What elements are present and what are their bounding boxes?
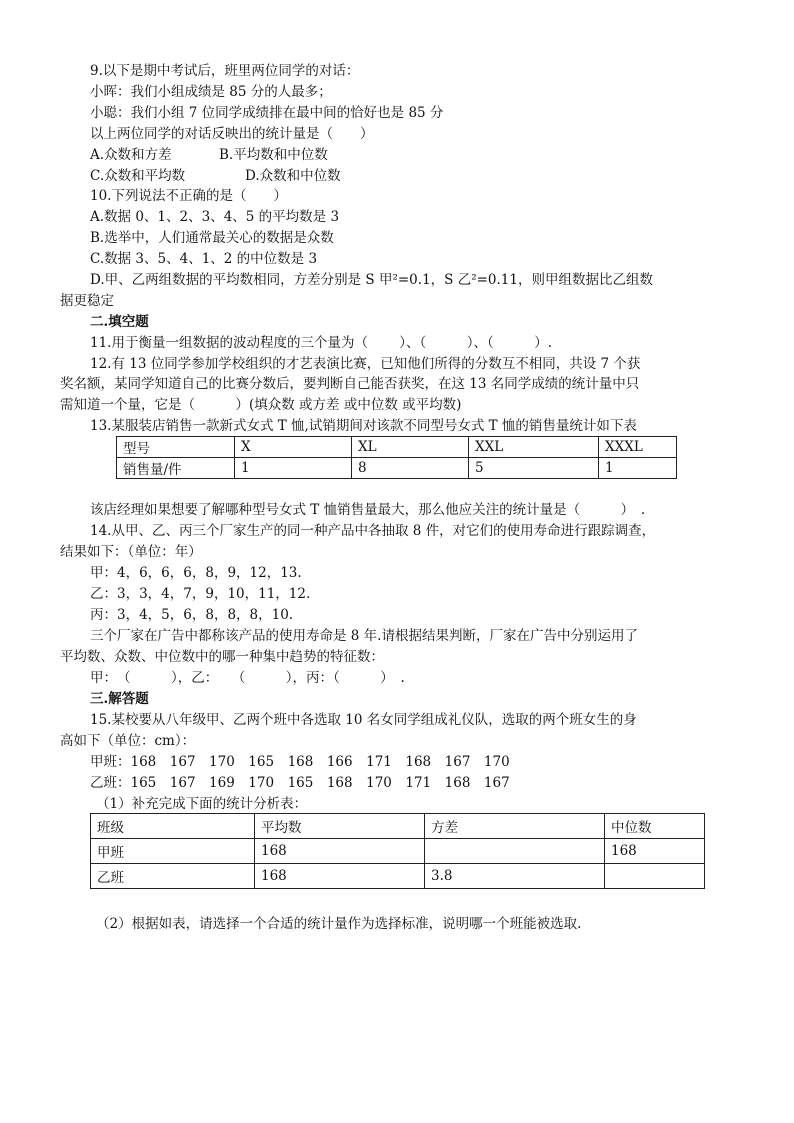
stats-table-row-jia — [91, 839, 705, 864]
q14-line4: 平均数、众数、中位数中的哪一种集中趋势的特征数： — [60, 649, 384, 665]
table-cell: 销售量/件 — [117, 458, 235, 479]
q14-bing-data: 丙：3，4，5，6，8，8，8，10. — [90, 607, 294, 623]
table-cell: 168 — [255, 839, 425, 864]
q15-jia-heights: 甲班：168 167 170 165 168 166 171 168 167 170 — [90, 754, 510, 770]
q15-line2: 高如下（单位：cm）： — [60, 733, 196, 749]
q14-answer-blanks: 甲： （ ），乙： （ ），丙：（ ） . — [90, 670, 405, 686]
table-cell: 中位数 — [605, 814, 705, 839]
q9-dialogue-2: 小聪：我们小组 7 位同学成绩排在最中间的恰好也是 85 分 — [90, 105, 444, 121]
q12-line3: 需知道一个量，它是（ ）(填众数 或方差 或中位数 或平均数) — [60, 397, 462, 413]
q9-option-b: B.平均数和中位数 — [219, 147, 328, 163]
q15-part1: （1）补充完成下面的统计分析表： — [96, 796, 308, 812]
q13-line1: 13.某服装店销售一款新式女式 T 恤,试销期间对该款不同型号女式 T 恤的销售量统计如下表 — [90, 418, 637, 434]
q10-option-b: B.选举中，人们通常最关心的数据是众数 — [90, 230, 334, 246]
table-cell: 班级 — [91, 814, 255, 839]
q14-line2: 结果如下：（单位：年） — [60, 544, 202, 560]
table-cell: 1 — [599, 458, 677, 479]
q11-text: 11.用于衡量一组数据的波动程度的三个量为（ ）、（ ）、（ ）. — [90, 335, 553, 351]
q9-stem: 9.以下是期中考试后，班里两位同学的对话： — [90, 63, 360, 79]
q9-question: 以上两位同学的对话反映出的统计量是（ ） — [90, 126, 374, 142]
q12-line2: 奖名额，某同学知道自己的比赛分数后，要判断自己能否获奖，在这 13 名同学成绩的统计量中只 — [60, 376, 640, 392]
q10-option-d-line1: D.甲、乙两组数据的平均数相同，方差分别是 S 甲²=0.1，S 乙²=0.11，则甲组数据比乙组数 — [90, 272, 653, 288]
q10-stem: 10.下列说法不正确的是（ ） — [90, 188, 287, 204]
q12-line1: 12.有 13 位同学参加学校组织的才艺表演比赛，已知他们所得的分数互不相同，共设 7 个获 — [90, 356, 641, 372]
table-cell: 8 — [352, 458, 469, 479]
sales-table — [116, 436, 677, 479]
table-cell: 5 — [469, 458, 599, 479]
table-cell: 168 — [255, 864, 425, 889]
section-solve-heading: 三.解答题 — [90, 691, 149, 707]
q14-line3: 三个厂家在广告中都称该产品的使用寿命是 8 年.请根据结果判断，厂家在广告中分别运用了 — [90, 628, 638, 644]
table-cell: 3.8 — [425, 864, 605, 889]
q10-option-c: C.数据 3、5、4、1、2 的中位数是 3 — [90, 251, 318, 267]
table-cell-blank — [425, 839, 605, 864]
q9-dialogue-1: 小晖：我们小组成绩是 85 分的人最多； — [90, 84, 332, 100]
q9-option-c: C.众数和平均数 — [90, 168, 186, 184]
table-cell: 方差 — [425, 814, 605, 839]
table-cell: XXXL — [599, 437, 677, 458]
q15-yi-heights: 乙班：165 167 169 170 165 168 170 171 168 167 — [90, 775, 510, 791]
q15-part2: （2）根据如表，请选择一个合适的统计量作为选择标准，说明哪一个班能被选取. — [96, 916, 582, 932]
table-cell: XL — [352, 437, 469, 458]
q15-line1: 15.某校要从八年级甲、乙两个班中各选取 10 名女同学组成礼仪队，选取的两个班女生的身 — [90, 712, 637, 728]
table-cell: XXL — [469, 437, 599, 458]
q9-option-d: D.众数和中位数 — [245, 168, 341, 184]
table-cell: 1 — [235, 458, 352, 479]
sales-table-data-row — [117, 458, 677, 479]
table-cell: 甲班 — [91, 839, 255, 864]
q10-option-d-line2: 据更稳定 — [60, 293, 114, 309]
sales-table-header-row — [117, 437, 677, 458]
table-cell: 平均数 — [255, 814, 425, 839]
q14-jia-data: 甲：4，6，6，6，8，9，12，13. — [90, 565, 302, 581]
table-cell-blank — [605, 864, 705, 889]
stats-table-header-row — [91, 814, 705, 839]
section-fill-blank-heading: 二.填空题 — [90, 314, 149, 330]
table-cell: 168 — [605, 839, 705, 864]
q14-line1: 14.从甲、乙、丙三个厂家生产的同一种产品中各抽取 8 件，对它们的使用寿命进行跟踪调查， — [90, 523, 656, 539]
q9-option-a: A.众数和方差 — [90, 147, 172, 163]
q14-yi-data: 乙：3，3，4，7，9，10，11，12. — [90, 586, 311, 602]
stats-table — [90, 813, 705, 889]
table-cell: 型号 — [117, 437, 235, 458]
q10-option-a: A.数据 0、1、2、3、4、5 的平均数是 3 — [90, 209, 340, 225]
table-cell: 乙班 — [91, 864, 255, 889]
table-cell: X — [235, 437, 352, 458]
stats-table-row-yi — [91, 864, 705, 889]
q13-question: 该店经理如果想要了解哪种型号女式 T 恤销售量最大，那么他应关注的统计量是（ ） . — [90, 502, 646, 518]
